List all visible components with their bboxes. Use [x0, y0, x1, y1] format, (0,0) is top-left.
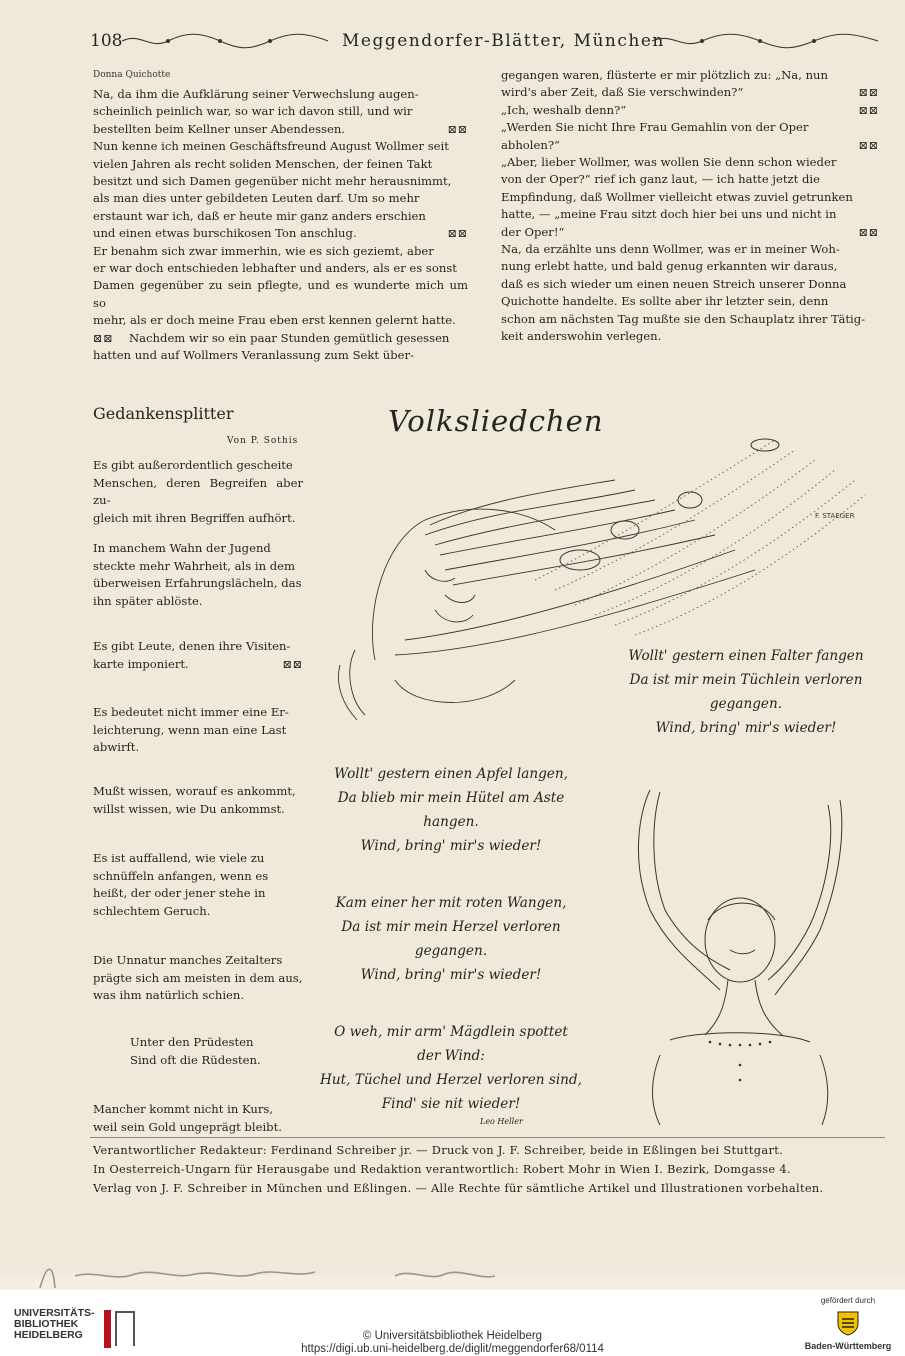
story-line: der Oper!“ ⊠⊠	[501, 224, 879, 241]
poem-stanza-4: O weh, mir arm' Mägdlein spottet der Wind: Hut, Tüchel und Herzel verloren sind, Find' sie nit wieder!	[320, 1024, 582, 1112]
story-line: vielen Jahren als recht soliden Menschen, der feinen Takt	[93, 156, 433, 171]
copyright-text: © Universitätsbibliothek Heidelberg	[362, 1330, 543, 1342]
story-line: als man dies unter gebildeten Leuten darf. Um so mehr	[93, 191, 420, 206]
aphorism: Es gibt Leute, denen ihre Visiten- karte imponiert. ⊠⊠	[93, 638, 303, 673]
section-label: Donna Quichotte	[93, 70, 171, 80]
girl-reaching-illustration	[590, 780, 880, 1130]
story-line: „Aber, lieber Wollmer, was wollen Sie denn schon wieder	[501, 155, 837, 170]
poem-stanza-1: Wollt' gestern einen Falter fangen Da ist mir mein Tüchlein verloren gegangen. Wind, bring' mir's wieder!	[628, 648, 864, 736]
paragraph-mark-icon: ⊠⊠	[858, 138, 879, 152]
story-line: Na, da erzählte uns denn Wollmer, was er in meiner Woh-	[501, 242, 840, 257]
page-header	[90, 28, 880, 54]
footer-divider	[90, 1137, 885, 1138]
story-line: Er benahm sich zwar immerhin, wie es sich geziemt, aber	[93, 243, 434, 258]
story-line: Damen gegenüber zu sein pflegte, und es wunderte mich um so	[93, 278, 468, 310]
poem-stanza-3: Kam einer her mit roten Wangen, Da ist mir mein Herzel verloren gegangen. Wind, bring' mir's wieder!	[335, 895, 567, 983]
paragraph-mark-icon: ⊠⊠	[858, 225, 879, 239]
paragraph-mark-icon: ⊠⊠	[282, 657, 303, 671]
story-line: scheinlich peinlich war, so war ich davon still, und wir	[93, 104, 413, 119]
sponsor-block	[800, 1296, 896, 1351]
paragraph-mark-icon: ⊠⊠	[447, 122, 468, 136]
story-line: schon am nächsten Tag mußte sie den Schauplatz ihrer Tätig-	[501, 311, 866, 326]
imprint-line: In Oesterreich-Ungarn für Herausgabe und Redaktion verantwortlich: Robert Mohr in Wien I. Bezirk, Domgasse 4.	[93, 1162, 791, 1176]
aphorism: Mancher kommt nicht in Kurs, weil sein Gold ungeprägt bleibt.	[93, 1102, 282, 1134]
story-line: und einen etwas burschikosen Ton anschlug. ⊠⊠	[93, 225, 468, 242]
story-line: ⊠⊠ Nachdem wir so ein paar Stunden gemütlich gesessen	[93, 330, 468, 347]
story-line: von der Oper?“ rief ich ganz laut, — ich hatte jetzt die	[501, 172, 820, 187]
story-line: Empfindung, daß Wollmer vielleicht etwas zuviel getrunken	[501, 189, 853, 204]
story-line: er war doch entschieden lebhafter und anders, als er es sonst	[93, 261, 457, 276]
story-line: „Ich, weshalb denn?“ ⊠⊠	[501, 102, 879, 119]
story-line: mehr, als er doch meine Frau eben erst kennen gelernt hatte.	[93, 313, 456, 328]
imprint-line: Verantwortlicher Redakteur: Ferdinand Schreiber jr. — Druck von J. F. Schreiber, beide in Eßlingen bei Stuttgart.	[93, 1143, 783, 1157]
imprint-footer	[93, 1141, 883, 1198]
imprint-line: Verlag von J. F. Schreiber in München und Eßlingen. — Alle Rechte für sämtliche Artikel und Illustrationen vorbehalten.	[93, 1181, 824, 1195]
source-url[interactable]: https://digi.ub.uni-heidelberg.de/diglit/meggendorfer68/0114	[301, 1343, 604, 1355]
story-line: „Werden Sie nicht Ihre Frau Gemahlin von der Oper	[501, 120, 809, 135]
header-ornament-left-icon	[120, 32, 330, 50]
library-logo-text: UNIVERSITÄTS- BIBLIOTHEK HEIDELBERG	[14, 1307, 95, 1341]
page-number: 108	[90, 31, 123, 51]
aphorisms-byline: Von P. Sothis	[227, 436, 299, 446]
story-line: wird's aber Zeit, daß Sie verschwinden?“ ⊠⊠	[501, 84, 879, 101]
copyright-block	[0, 1330, 905, 1356]
paragraph-mark-icon: ⊠⊠	[858, 86, 879, 100]
sponsor-label: gefördert durch	[820, 1296, 876, 1305]
paragraph-mark-icon: ⊠⊠	[93, 331, 114, 345]
poem-title: Volksliedchen	[388, 404, 604, 438]
poem-author: Leo Heller	[480, 1117, 523, 1126]
page-title: Meggendorfer-Blätter, München	[342, 31, 665, 51]
aphorism: Unter den Prüdesten Sind oft die Rüdesten.	[130, 1035, 261, 1067]
artist-signature: F. STAEGER	[815, 512, 855, 520]
aphorisms-title: Gedankensplitter	[93, 404, 234, 423]
story-line: besitzt und sich Damen gegenüber nicht mehr herausnimmt,	[93, 174, 452, 189]
story-line: keit anderswohin verlegen.	[501, 329, 662, 344]
aphorism: Es bedeutet nicht immer eine Er- leichterung, wenn man eine Last abwirft.	[93, 705, 289, 754]
story-line: bestellten beim Kellner unser Abendessen. ⊠⊠	[93, 121, 468, 138]
story-line: Quichotte handelte. Es sollte aber ihr letzter sein, denn	[501, 294, 829, 309]
story-column-left	[93, 86, 468, 365]
paragraph-mark-icon: ⊠⊠	[447, 227, 468, 241]
state-crest-icon	[836, 1310, 860, 1336]
aphorism: Es gibt außerordentlich gescheite Menschen, deren Begreifen aber zu- gleich mit ihren Begriffen aufhört.	[93, 458, 303, 525]
story-column-right	[501, 67, 879, 346]
story-line: erstaunt war ich, daß er heute mir ganz anders erschien	[93, 208, 426, 223]
story-line: daß es sich wieder um einen neuen Streich unserer Donna	[501, 276, 847, 291]
aphorism: Die Unnatur manches Zeitalters prägte sich am meisten in dem aus, was ihm natürlich schien.	[93, 953, 303, 1002]
sponsor-name: Baden-Württemberg	[804, 1341, 892, 1351]
story-line: gegangen waren, flüsterte er mir plötzlich zu: „Na, nun	[501, 68, 828, 82]
handwritten-scribble	[35, 1258, 515, 1292]
story-line: abholen?“ ⊠⊠	[501, 137, 879, 154]
aphorism: Es ist auffallend, wie viele zu schnüffeln anfangen, wenn es heißt, der oder jener stehe in schlechtem Geruch.	[93, 851, 269, 918]
poem-stanza-2: Wollt' gestern einen Apfel langen, Da blieb mir mein Hütel am Aste hangen. Wind, bring' mir's wieder!	[334, 766, 568, 854]
header-ornament-right-icon	[650, 32, 880, 50]
paragraph-mark-icon: ⊠⊠	[858, 103, 879, 117]
aphorism: Mußt wissen, worauf es ankommt, willst wissen, wie Du ankommst.	[93, 784, 296, 816]
story-line: nung erlebt hatte, und bald genug erkannten wir daraus,	[501, 259, 838, 274]
story-line: Nun kenne ich meinen Geschäftsfreund August Wollmer seit	[93, 139, 449, 154]
story-line: hatte, — „meine Frau sitzt doch hier bei uns und nicht in	[501, 207, 837, 222]
story-line: Na, da ihm die Aufklärung seiner Verwechslung augen-	[93, 87, 419, 101]
aphorism: In manchem Wahn der Jugend steckte mehr Wahrheit, als in dem überweisen Erfahrungslächeln, das ihn später ablöste.	[93, 541, 302, 608]
story-line: hatten und auf Wollmers Veranlassung zum Sekt über-	[93, 348, 414, 363]
